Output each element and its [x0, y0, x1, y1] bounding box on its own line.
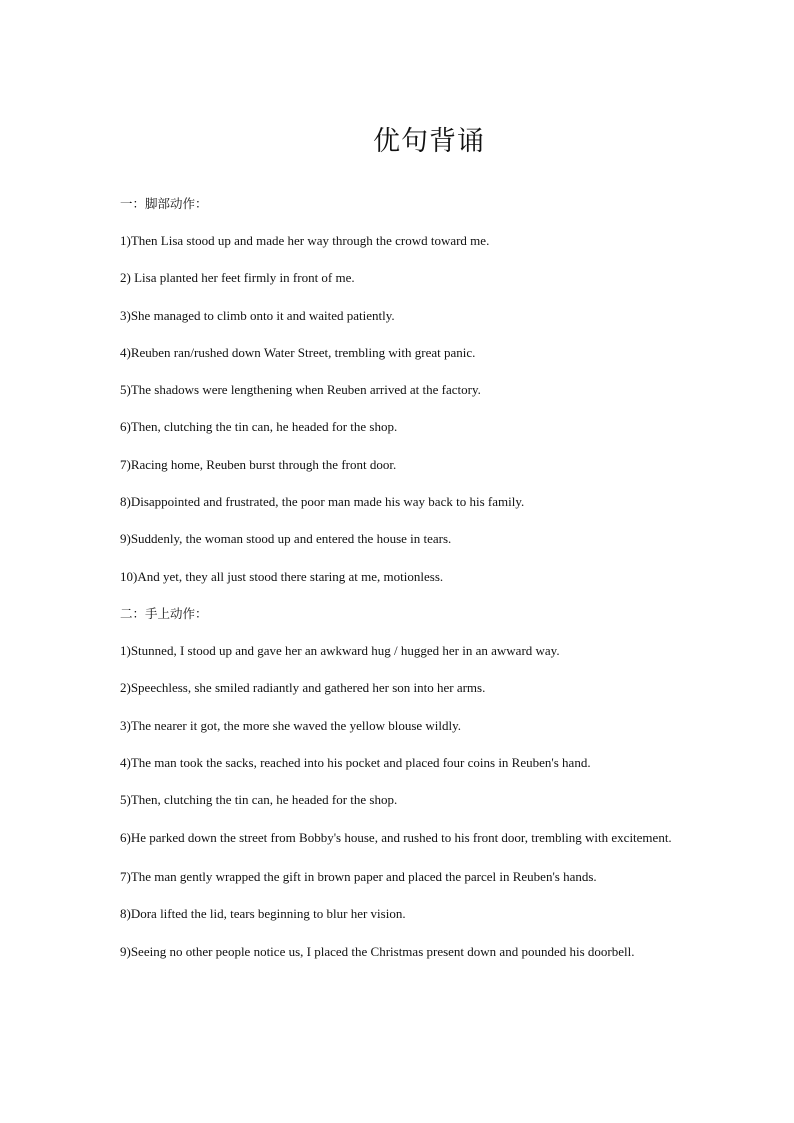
sentence-item: 1)Then Lisa stood up and made her way through the crowd toward me. [120, 233, 490, 248]
document-body [120, 193, 674, 980]
sentence-item: 5)The shadows were lengthening when Reuben arrived at the factory. [120, 382, 481, 398]
section-heading-hand-actions: 二：手上动作： [120, 605, 208, 621]
sentence-item: 3)She managed to climb onto it and waited patiently. [120, 307, 395, 323]
sentence-item: 10)And yet, they all just stood there staring at me, motionless. [120, 568, 444, 584]
section-heading-foot-actions: 一：脚部动作： [120, 196, 208, 211]
sentence-item: 6)He parked down the street from Bobby's house, and rushed to his front door, trembling with excitement. [120, 830, 672, 846]
sentence-item: 7)The man gently wrapped the gift in brown paper and placed the parcel in Reuben's hands. [120, 868, 597, 884]
sentence-item: 8)Disappointed and frustrated, the poor man made his way back to his family. [120, 494, 525, 510]
sentence-item: 6)Then, clutching the tin can, he headed for the shop. [120, 419, 398, 435]
sentence-item: 2)Speechless, she smiled radiantly and gathered her son into her arms. [120, 680, 486, 696]
sentence-item: 9)Suddenly, the woman stood up and entered the house in tears. [120, 531, 452, 547]
page-title: 优句背诵 [373, 126, 485, 157]
sentence-item: 4)Reuben ran/rushed down Water Street, trembling with great panic. [120, 344, 476, 360]
sentence-item: 3)The nearer it got, the more she waved the yellow blouse wildly. [120, 717, 462, 733]
sentence-item: 1)Stunned, I stood up and gave her an awkward hug / hugged her in an awward way. [120, 642, 560, 658]
sentence-item: 2) Lisa planted her feet firmly in front of me. [120, 270, 355, 286]
sentence-item: 8)Dora lifted the lid, tears beginning to blur her vision. [120, 906, 406, 922]
sentence-item: 9)Seeing no other people notice us, I placed the Christmas present down and pounded his doorbell. [120, 944, 635, 960]
sentence-item: 4)The man took the sacks, reached into his pocket and placed four coins in Reuben's hand. [120, 754, 591, 770]
sentence-item: 5)Then, clutching the tin can, he headed for the shop. [120, 792, 398, 808]
sentence-item: 7)Racing home, Reuben burst through the front door. [120, 456, 397, 472]
